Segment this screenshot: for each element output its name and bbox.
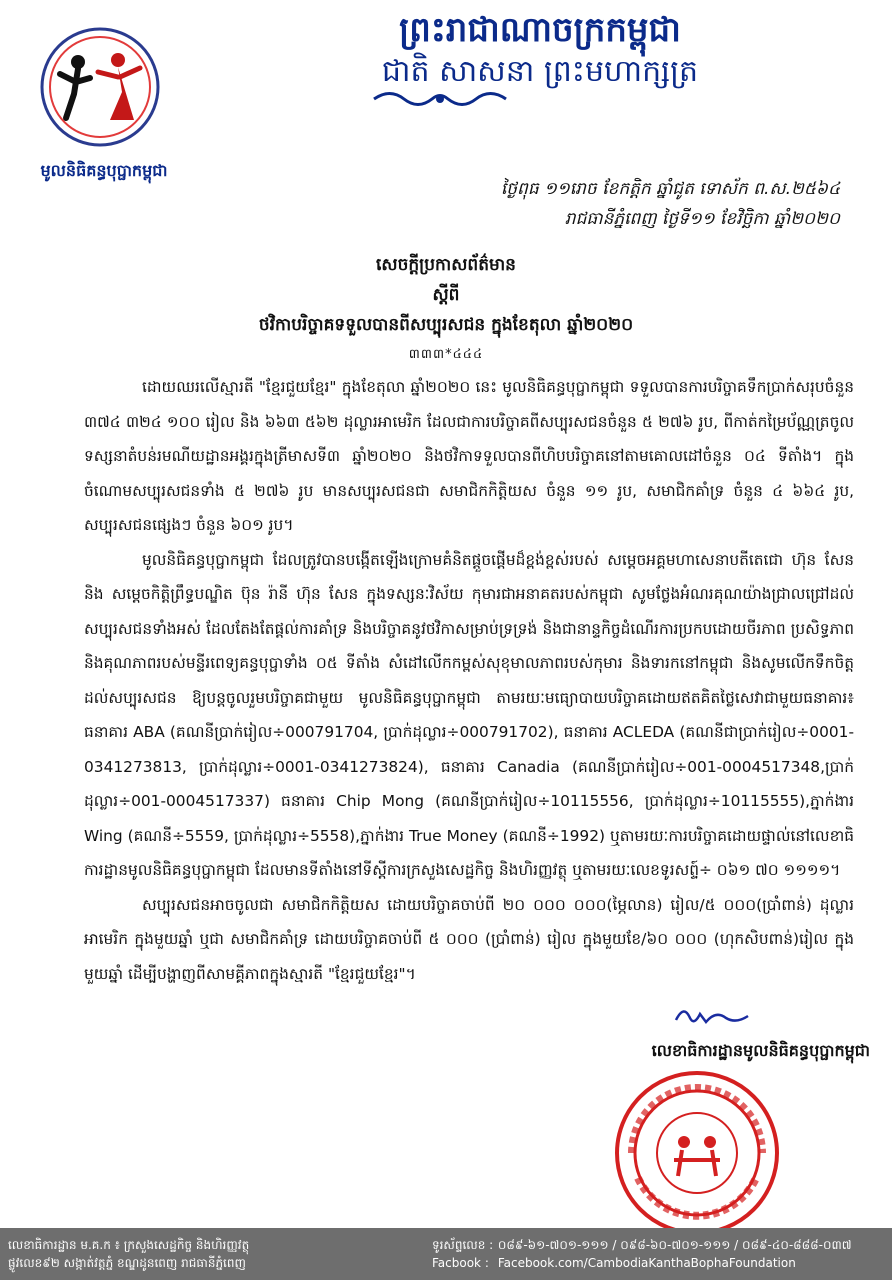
foundation-logo <box>30 22 170 152</box>
paragraph-membership: សប្បុរសជនអាចចូលជា សមាជិកកិត្តិយស ដោយបរិច្ចាគចាប់ពី ២០ ០០០ ០០០(ម្ភៃលាន) រៀល/៥ ០០០(ប្រាំពាន់) ដុល្លារអាមេរិក ក្នុងមួយឆ្នាំ ឬជា សមាជិកគាំទ្រ ដោយបរិច្ចាគចាប់ពី ៥ ០០០ (ប្រាំពាន់) រៀល ក្នុងមួយខែ/៦០ ០០០ (ហុកសិបពាន់)រៀល ក្នុងមួយឆ្នាំ ដើម្បីបង្ហាញពីសាមគ្គីភាពក្នុងស្មារតី "ខ្មែរជួយខ្មែរ"។ <box>84 895 854 983</box>
footer-phone <box>432 1236 882 1254</box>
announcement-body <box>84 370 854 991</box>
paragraph-donations: ដោយឈរលើស្មារតី "ខ្មែរជួយខ្មែរ" ក្នុងខែតុលា ឆ្នាំ២០២០ នេះ មូលនិធិគន្ធបុប្ផាកម្ពុជា ទទួលបានការបរិច្ចាគទឹកប្រាក់សរុបចំនួន ៣៧៤ ៣២៤ ១០០ រៀល និង ៦៦៣ ៥៦២ ដុល្លារអាមេរិក ដែលជាការបរិច្ចាគពីសប្បុរសជនចំនួន ៥ ២៧៦ រូប, ពីកាត់កម្រៃប័ណ្ណត្រចូលទស្សនាតំបន់រមណីយដ្ឋានអង្គរក្នុងត្រីមាសទី៣ ឆ្នាំ២០២០ និងថវិកាទទួលបានពីហិបបរិច្ចាគនៅតាមគោលដៅចំនួន ០៤ ទីតាំង។ ក្នុងចំណោមសប្បុរសជនទាំង ៥ ២៧៦ រូប មានសប្បុរសជនជា សមាជិកកិត្តិយស ចំនួន ១១ រូប, សមាជិកគាំទ្រ ចំនួន ៤ ៦៦៤ រូប, សប្បុរសជនផ្សេងៗ ចំនួន ៦០១ រូប។ <box>84 378 854 534</box>
official-seal <box>612 1068 782 1238</box>
footer-facebook <box>432 1254 882 1272</box>
handwritten-signature <box>672 1000 752 1030</box>
subject-heading: ថវិកាបរិច្ចាគទទួលបានពីសប្បុរសជន ក្នុងខែតុលា ឆ្នាំ២០២០ <box>258 315 634 335</box>
lunar-date: ថ្ងៃពុធ ១១រោច ខែកត្តិក ឆ្នាំជូត ទោស័ក ព.ស.២៥៦៤ <box>500 179 840 199</box>
title-divider: ៣៣៣*៤៤៤ <box>408 347 484 362</box>
footer-contact <box>432 1236 882 1272</box>
footer-address-line1: លេខាធិការដ្ឋាន ម.គ.ក ៖ ក្រសួងសេដ្ឋកិច្ច និងហិរញ្ញវត្ថុ <box>8 1238 250 1252</box>
footer-address-line2: ផ្លូវលេខ៩២ សង្កាត់វត្តភ្នំ ខណ្ឌដូនពេញ រាជធានីភ្នំពេញ <box>8 1256 246 1270</box>
national-motto: ជាតិ សាសនា ព្រះមហាក្សត្រ <box>381 54 699 89</box>
paragraph-thanks: មូលនិធិគន្ធបុប្ផាកម្ពុជា ដែលត្រូវបានបង្កើតឡើងក្រោមគំនិតផ្តួចផ្តើមដ៏ខ្ពង់ខ្ពស់របស់ សម្តេចអគ្គមហាសេនាបតីតេជោ ហ៊ុន សែន និង សម្តេចកិត្តិព្រឹទ្ធបណ្ឌិត ប៊ុន រ៉ានី ហ៊ុន សែន ក្នុងទស្សនៈវិស័យ កុមារជាអនាគតរបស់កម្ពុជា សូមថ្លែងអំណរគុណយ៉ាងជ្រាលជ្រៅដល់សប្បុរសជនទាំងអស់ ដែលតែងតែផ្តល់ការគាំទ្រ និងបរិច្ចាគនូវថវិកាសម្រាប់ទ្រទ្រង់ និងជានាន្ទកិច្ចដំណើរការប្រកបដោយចីរភាព ប្រសិទ្ធភាព និងគុណភាពរបស់មន្ទីរពេទ្យគន្ធបុប្ផាទាំង ០៥ ទីតាំង សំដៅលើកកម្ពស់សុខុមាលភាពរបស់កុមារ និងទារកនៅកម្ពុជា និងសូមលើកទឹកចិត្តដល់សប្បុរសជន ឱ្យបន្តចូលរួមបរិច្ចាគជាមួយ មូលនិធិគន្ធបុប្ផាកម្ពុជា តាមរយៈមធ្យោបាយបរិច្ចាគដោយឥតគិតថ្លៃសេវាជាមួយធនាគារ៖ ធនាគារ ABA (គណនីប្រាក់រៀល÷000791704, ប្រាក់ដុល្លារ÷000791702), ធនាគារ ACLEDA (គណនីជាប្រាក់រៀល÷0001-0341273813, ប្រាក់ដុល្លារ÷0001-0341273824), ធនាគារ Canadia (គណនីប្រាក់រៀល÷001-0004517348,ប្រាក់ដុល្លារ÷001-0004517337) ធនាគារ Chip Mong (គណនីប្រាក់រៀល÷10115556, ប្រាក់ដុល្លារ÷10115555),ភ្នាក់ងារ Wing (គណនី÷5559, ប្រាក់ដុល្លារ÷5558),ភ្នាក់ងារ True Money (គណនី÷1992) ឬតាមរយៈការបរិច្ចាគដោយផ្ទាល់នៅលេខាធិការដ្ឋានមូលនិធិគន្ធបុប្ផាកម្ពុជា ដែលមានទីតាំងនៅទីស្តីការក្រសួងសេដ្ឋកិច្ច និងហិរញ្ញវត្ថុ ឬតាមរយៈលេខទូរសព្ទ៍÷ ០៦១ ៧០ ១១១១។ <box>84 550 854 879</box>
footer-address <box>8 1236 408 1272</box>
organization-name: មូលនិធិគន្ធបុប្ផាកម្ពុជា <box>40 161 168 180</box>
secretariat-signature-line: លេខាធិការដ្ឋានមូលនិធិគន្ធបុប្ផាកម្ពុជា <box>651 1041 870 1060</box>
phone-label: ទូរស័ព្ទលេខ : <box>432 1238 494 1252</box>
phone-value: ០៨៩-៦១-៧០១-១១១ / ០៩៨-៦០-៧០១-១១១ / ០៨៩-៤០-៨៨៨-០៣៧ <box>497 1238 852 1252</box>
facebook-label: Facbook : <box>432 1256 489 1270</box>
regarding-heading: ស្តីពី <box>432 285 460 305</box>
kingdom-title: ព្រះរាជាណាចក្រកម្ពុជា <box>399 10 681 50</box>
ornament-divider <box>370 88 510 110</box>
facebook-link[interactable]: Facebook.com/CambodiaKanthaBophaFoundation <box>497 1256 796 1270</box>
solar-date: រាជធានីភ្នំពេញ ថ្ងៃទី១១ ខែវិច្ឆិកា ឆ្នាំ២០២០ <box>564 209 840 229</box>
announcement-heading: សេចក្តីប្រកាសព័ត៌មាន <box>376 255 516 275</box>
